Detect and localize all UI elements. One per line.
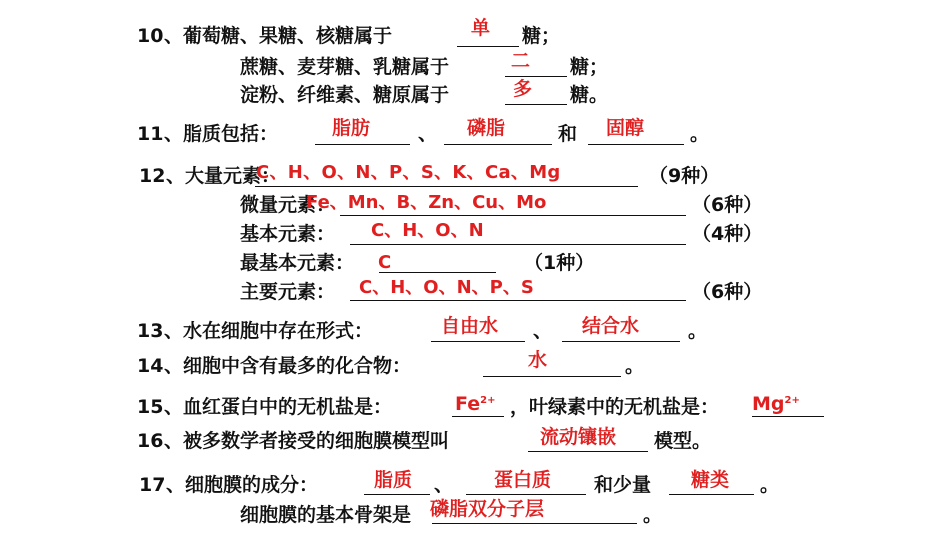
q10-blank1[interactable] bbox=[457, 46, 519, 47]
q16-blank[interactable] bbox=[528, 451, 648, 452]
q14-blank[interactable] bbox=[483, 376, 621, 377]
q16-answer: 流动镶嵌 bbox=[540, 426, 617, 448]
q12-micro-label: 微量元素： bbox=[240, 194, 336, 216]
q17-answer2: 蛋白质 bbox=[494, 469, 552, 491]
q16-end: 模型。 bbox=[654, 430, 712, 452]
q10-answer3: 多 bbox=[513, 78, 533, 100]
q11-blank2[interactable] bbox=[444, 144, 552, 145]
q12-number: 12 bbox=[139, 165, 166, 187]
q11-answer1: 脂肪 bbox=[332, 117, 371, 139]
q12-most-label: 最基本元素： bbox=[240, 252, 355, 274]
q12-macro-label: 、大量元素： bbox=[166, 165, 281, 187]
q13-answer1: 自由水 bbox=[441, 315, 499, 337]
q15-blank1[interactable] bbox=[452, 416, 504, 417]
q17-number: 17 bbox=[139, 474, 166, 496]
q17-answer3: 糖类 bbox=[691, 469, 730, 491]
q15-answer2 bbox=[752, 393, 800, 415]
q12-most-answer: C bbox=[378, 252, 392, 273]
q14-number: 14 bbox=[137, 355, 164, 377]
q13-number: 13 bbox=[137, 320, 164, 342]
q15-answer1-sup: 2+ bbox=[480, 395, 496, 406]
q14-answer: 水 bbox=[528, 349, 548, 371]
q17-blank1[interactable] bbox=[364, 494, 430, 495]
q11-number: 11 bbox=[137, 123, 164, 145]
q11-answer2: 磷脂 bbox=[467, 117, 506, 139]
q12-main-answer: C、H、O、N、P、S bbox=[359, 277, 534, 298]
q12-micro-count: （6种） bbox=[692, 194, 763, 216]
q11-blank1[interactable] bbox=[315, 144, 410, 145]
q11-text: 、脂质包括： bbox=[164, 123, 279, 145]
q14-text: 、细胞中含有最多的化合物： bbox=[164, 355, 412, 377]
q17-line2-end: 。 bbox=[643, 504, 663, 526]
q13-answer2: 结合水 bbox=[582, 315, 640, 337]
q11-blank3[interactable] bbox=[588, 144, 684, 145]
q10-blank3[interactable] bbox=[505, 104, 567, 105]
q16-number: 16 bbox=[137, 430, 164, 452]
q12-micro-answer: Fe、Mn、B、Zn、Cu、Mo bbox=[306, 192, 547, 213]
q17-sep: 、 bbox=[434, 474, 454, 496]
q15-mid: ，叶绿素中的无机盐是： bbox=[510, 396, 720, 418]
q10-answer2: 二 bbox=[511, 50, 531, 72]
q17-text: 、细胞膜的成分： bbox=[166, 474, 319, 496]
q15-answer1 bbox=[455, 393, 495, 415]
q11-end: 。 bbox=[690, 123, 710, 145]
q11-answer3: 固醇 bbox=[606, 117, 645, 139]
q12-most-count: （1种） bbox=[524, 252, 595, 274]
q13-blank1[interactable] bbox=[431, 341, 525, 342]
q10-number: 10 bbox=[137, 25, 164, 47]
q10-line2-text: 蔗糖、麦芽糖、乳糖属于 bbox=[240, 56, 450, 78]
q17-line2-blank[interactable] bbox=[432, 523, 637, 524]
q12-macro-blank[interactable] bbox=[255, 186, 638, 187]
q11-and: 和 bbox=[558, 123, 578, 145]
q17-line2-answer: 磷脂双分子层 bbox=[430, 498, 545, 520]
q10-line3-end: 糖。 bbox=[570, 84, 609, 106]
q17-blank3[interactable] bbox=[669, 494, 754, 495]
q10-line2-end: 糖； bbox=[570, 56, 609, 78]
q17-and: 和少量 bbox=[594, 474, 652, 496]
q10-answer1: 单 bbox=[471, 17, 491, 39]
q14-end: 。 bbox=[625, 355, 645, 377]
q11-sep: 、 bbox=[418, 123, 438, 145]
q13-blank2[interactable] bbox=[562, 341, 680, 342]
q12-main-blank[interactable] bbox=[350, 300, 686, 301]
q13-sep: 、 bbox=[533, 320, 553, 342]
q15-answer2-text: Mg bbox=[752, 393, 785, 415]
q12-basic-blank[interactable] bbox=[350, 244, 686, 245]
q12-micro-blank[interactable] bbox=[340, 215, 686, 216]
q17-line2-text: 细胞膜的基本骨架是 bbox=[240, 504, 412, 526]
q12-macro-count: （9种） bbox=[649, 165, 720, 187]
q15-answer2-sup: 2+ bbox=[784, 395, 800, 406]
q15-blank2[interactable] bbox=[752, 416, 824, 417]
q12-basic-count: （4种） bbox=[692, 223, 763, 245]
q13-end: 。 bbox=[688, 320, 708, 342]
q12-main-label: 主要元素： bbox=[240, 281, 336, 303]
q15-answer1-text: Fe bbox=[455, 393, 481, 415]
q10-line3-text: 淀粉、纤维素、糖原属于 bbox=[240, 84, 450, 106]
q10-line1-text: 、葡萄糖、果糖、核糖属于 bbox=[164, 25, 393, 47]
q17-end: 。 bbox=[760, 474, 780, 496]
q10-blank2[interactable] bbox=[505, 76, 567, 77]
q13-text: 、水在细胞中存在形式： bbox=[164, 320, 374, 342]
q15-text: 、血红蛋白中的无机盐是： bbox=[164, 396, 393, 418]
q10-line1-end: 糖； bbox=[522, 25, 561, 47]
q12-main-count: （6种） bbox=[692, 281, 763, 303]
q15-number: 15 bbox=[137, 396, 164, 418]
q12-basic-answer: C、H、O、N bbox=[371, 220, 484, 241]
q17-blank2[interactable] bbox=[466, 494, 586, 495]
q17-answer1: 脂质 bbox=[374, 469, 413, 491]
q16-text: 、被多数学者接受的细胞膜模型叫 bbox=[164, 430, 450, 452]
q12-most-blank[interactable] bbox=[379, 272, 496, 273]
q12-macro-answer: C、H、O、N、P、S、K、Ca、Mg bbox=[256, 162, 561, 183]
q12-basic-label: 基本元素： bbox=[240, 223, 336, 245]
